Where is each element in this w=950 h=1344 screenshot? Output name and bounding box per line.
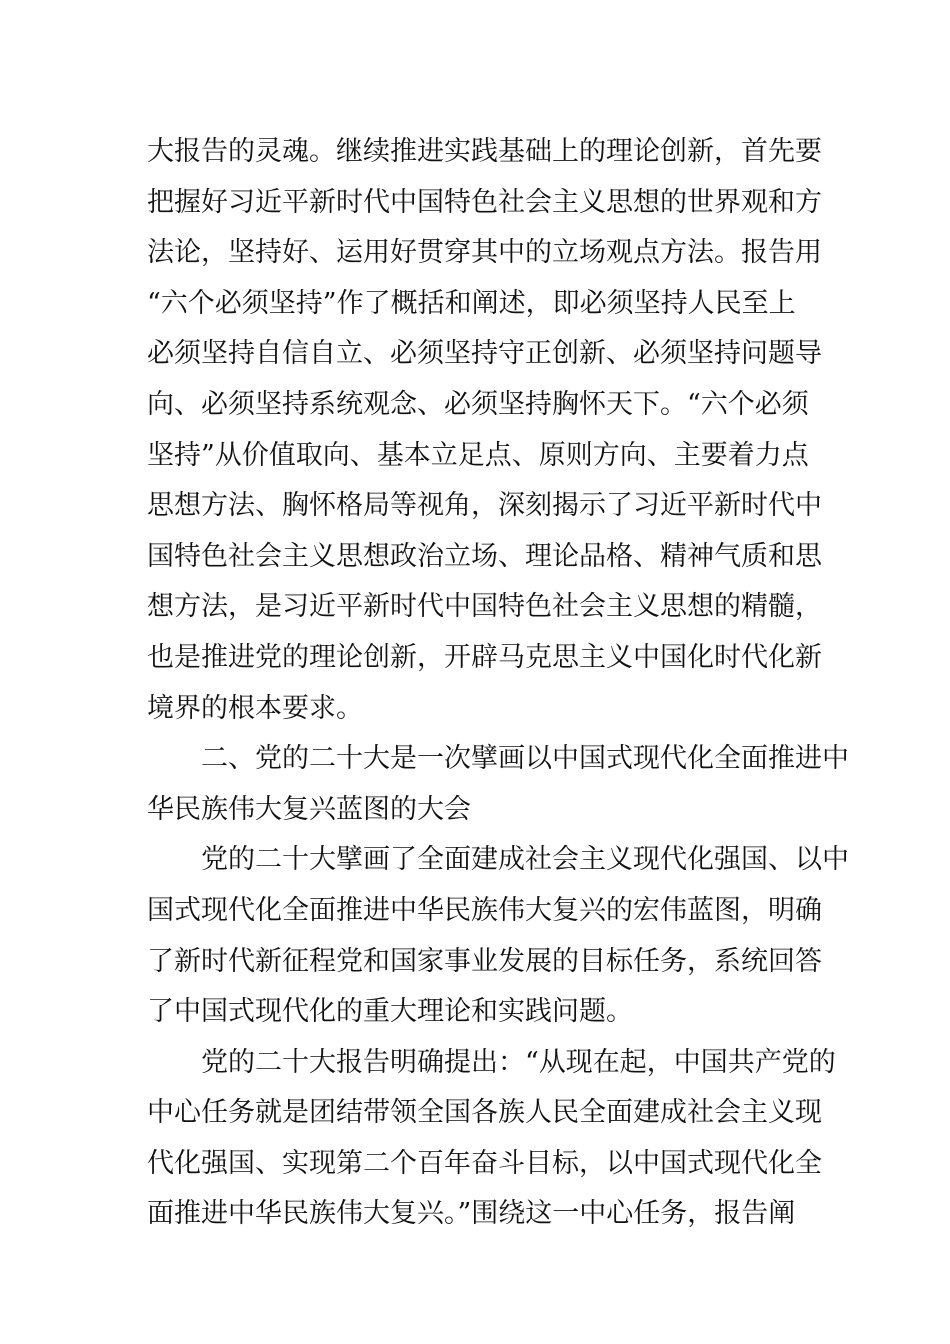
text-line: 党的二十大报告明确提出：“从现在起，中国共产党的 <box>147 1046 836 1078</box>
text-line: 国特色社会主义思想政治立场、理论品格、精神气质和思 <box>147 540 822 572</box>
text-line: 向、必须坚持系统观念、必须坚持胸怀天下。“六个必须 <box>147 388 809 420</box>
text-line: 代化强国、实现第二个百年奋斗目标，以中国式现代化全 <box>147 1147 822 1179</box>
text-line: 了新时代新征程党和国家事业发展的目标任务，系统回答 <box>147 945 822 977</box>
section-heading-line: 二、党的二十大是一次擘画以中国式现代化全面推进中 <box>147 743 849 775</box>
text-line: 党的二十大擘画了全面建成社会主义现代化强国、以中 <box>147 844 849 876</box>
section-heading-line: 华民族伟大复兴蓝图的大会 <box>147 793 471 825</box>
text-line: 法论，坚持好、运用好贯穿其中的立场观点方法。报告用 <box>147 237 822 269</box>
text-line: 想方法，是习近平新时代中国特色社会主义思想的精髓， <box>147 591 822 623</box>
text-line: 中心任务就是团结带领全国各族人民全面建成社会主义现 <box>147 1097 822 1129</box>
text-line: 思想方法、胸怀格局等视角，深刻揭示了习近平新时代中 <box>147 490 822 522</box>
text-line: 面推进中华民族伟大复兴。”围绕这一中心任务，报告阐 <box>147 1198 796 1230</box>
text-line: 大报告的灵魂。继续推进实践基础上的理论创新，首先要 <box>147 136 822 167</box>
text-line: 必须坚持自信自立、必须坚持守正创新、必须坚持问题导 <box>147 338 822 370</box>
text-line: 也是推进党的理论创新，开辟马克思主义中国化时代化新 <box>147 641 822 673</box>
text-line: 了中国式现代化的重大理论和实践问题。 <box>147 996 633 1028</box>
text-line: “六个必须坚持”作了概括和阐述，即必须坚持人民至上 <box>147 287 796 319</box>
text-line: 把握好习近平新时代中国特色社会主义思想的世界观和方 <box>147 186 822 218</box>
text-line: 坚持”从价值取向、基本立足点、原则方向、主要着力点 <box>147 439 809 471</box>
text-line: 国式现代化全面推进中华民族伟大复兴的宏伟蓝图，明确 <box>147 894 822 926</box>
body-text <box>147 127 849 1240</box>
text-line: 境界的根本要求。 <box>147 692 363 724</box>
